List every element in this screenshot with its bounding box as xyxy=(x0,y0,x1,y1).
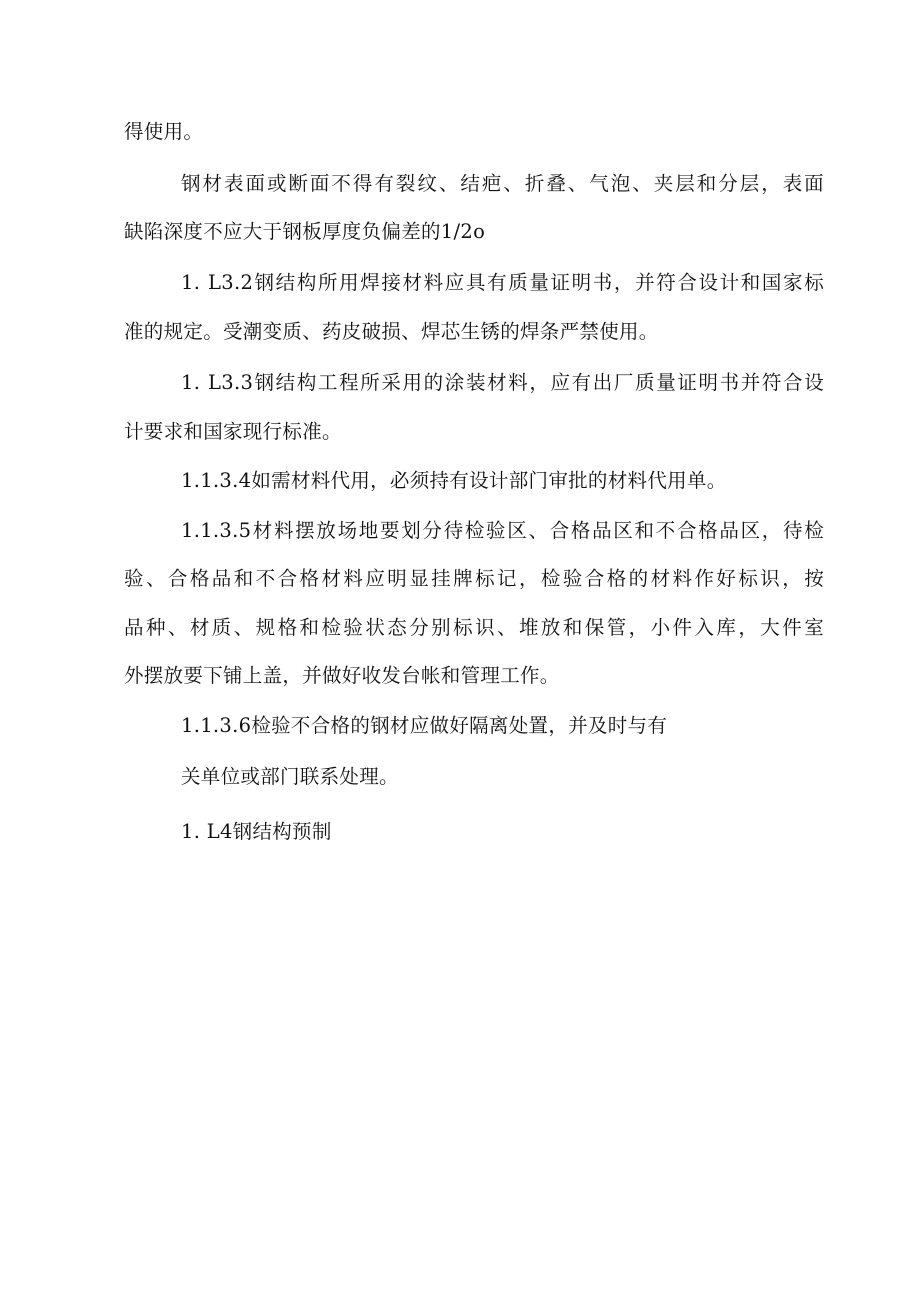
paragraph-line: 验、合格品和不合格材料应明显挂牌标记，检验合格的材料作好标识，按 xyxy=(124,567,824,590)
paragraph-line: 缺陷深度不应大于钢板厚度负偏差的1/2o xyxy=(124,220,486,243)
section-heading-line: 1.1.3.4如需材料代用，必须持有设计部门审批的材料代用单。 xyxy=(181,469,727,492)
section-heading-line: 1. L3.3钢结构工程所采用的涂装材料，应有出厂质量证明书并符合设 xyxy=(181,371,824,394)
section-heading-line: 1.1.3.6检验不合格的钢材应做好隔离处置，并及时与有 xyxy=(181,714,668,737)
section-heading-line: 1. L3.2钢结构所用焊接材料应具有质量证明书，并符合设计和国家标 xyxy=(181,271,824,294)
paragraph-line: 品种、材质、规格和检验状态分别标识、堆放和保管，小件入库，大件室 xyxy=(124,616,824,639)
section-heading-line: 1. L4钢结构预制 xyxy=(181,820,332,843)
text-line: 得使用。 xyxy=(124,120,204,143)
paragraph-line: 准的规定。受潮变质、药皮破损、焊芯生锈的焊条严禁使用。 xyxy=(124,320,659,343)
section-heading-line: 1.1.3.5材料摆放场地要划分待检验区、合格品区和不合格品区，待检 xyxy=(181,519,824,542)
paragraph-line: 关单位或部门联系处理。 xyxy=(181,765,399,788)
paragraph-line: 计要求和国家现行标准。 xyxy=(124,420,342,443)
paragraph-line: 外摆放要下铺上盖，并做好收发台帐和管理工作。 xyxy=(124,664,560,687)
paragraph-line: 钢材表面或断面不得有裂纹、结疤、折叠、气泡、夹层和分层，表面 xyxy=(181,172,824,195)
